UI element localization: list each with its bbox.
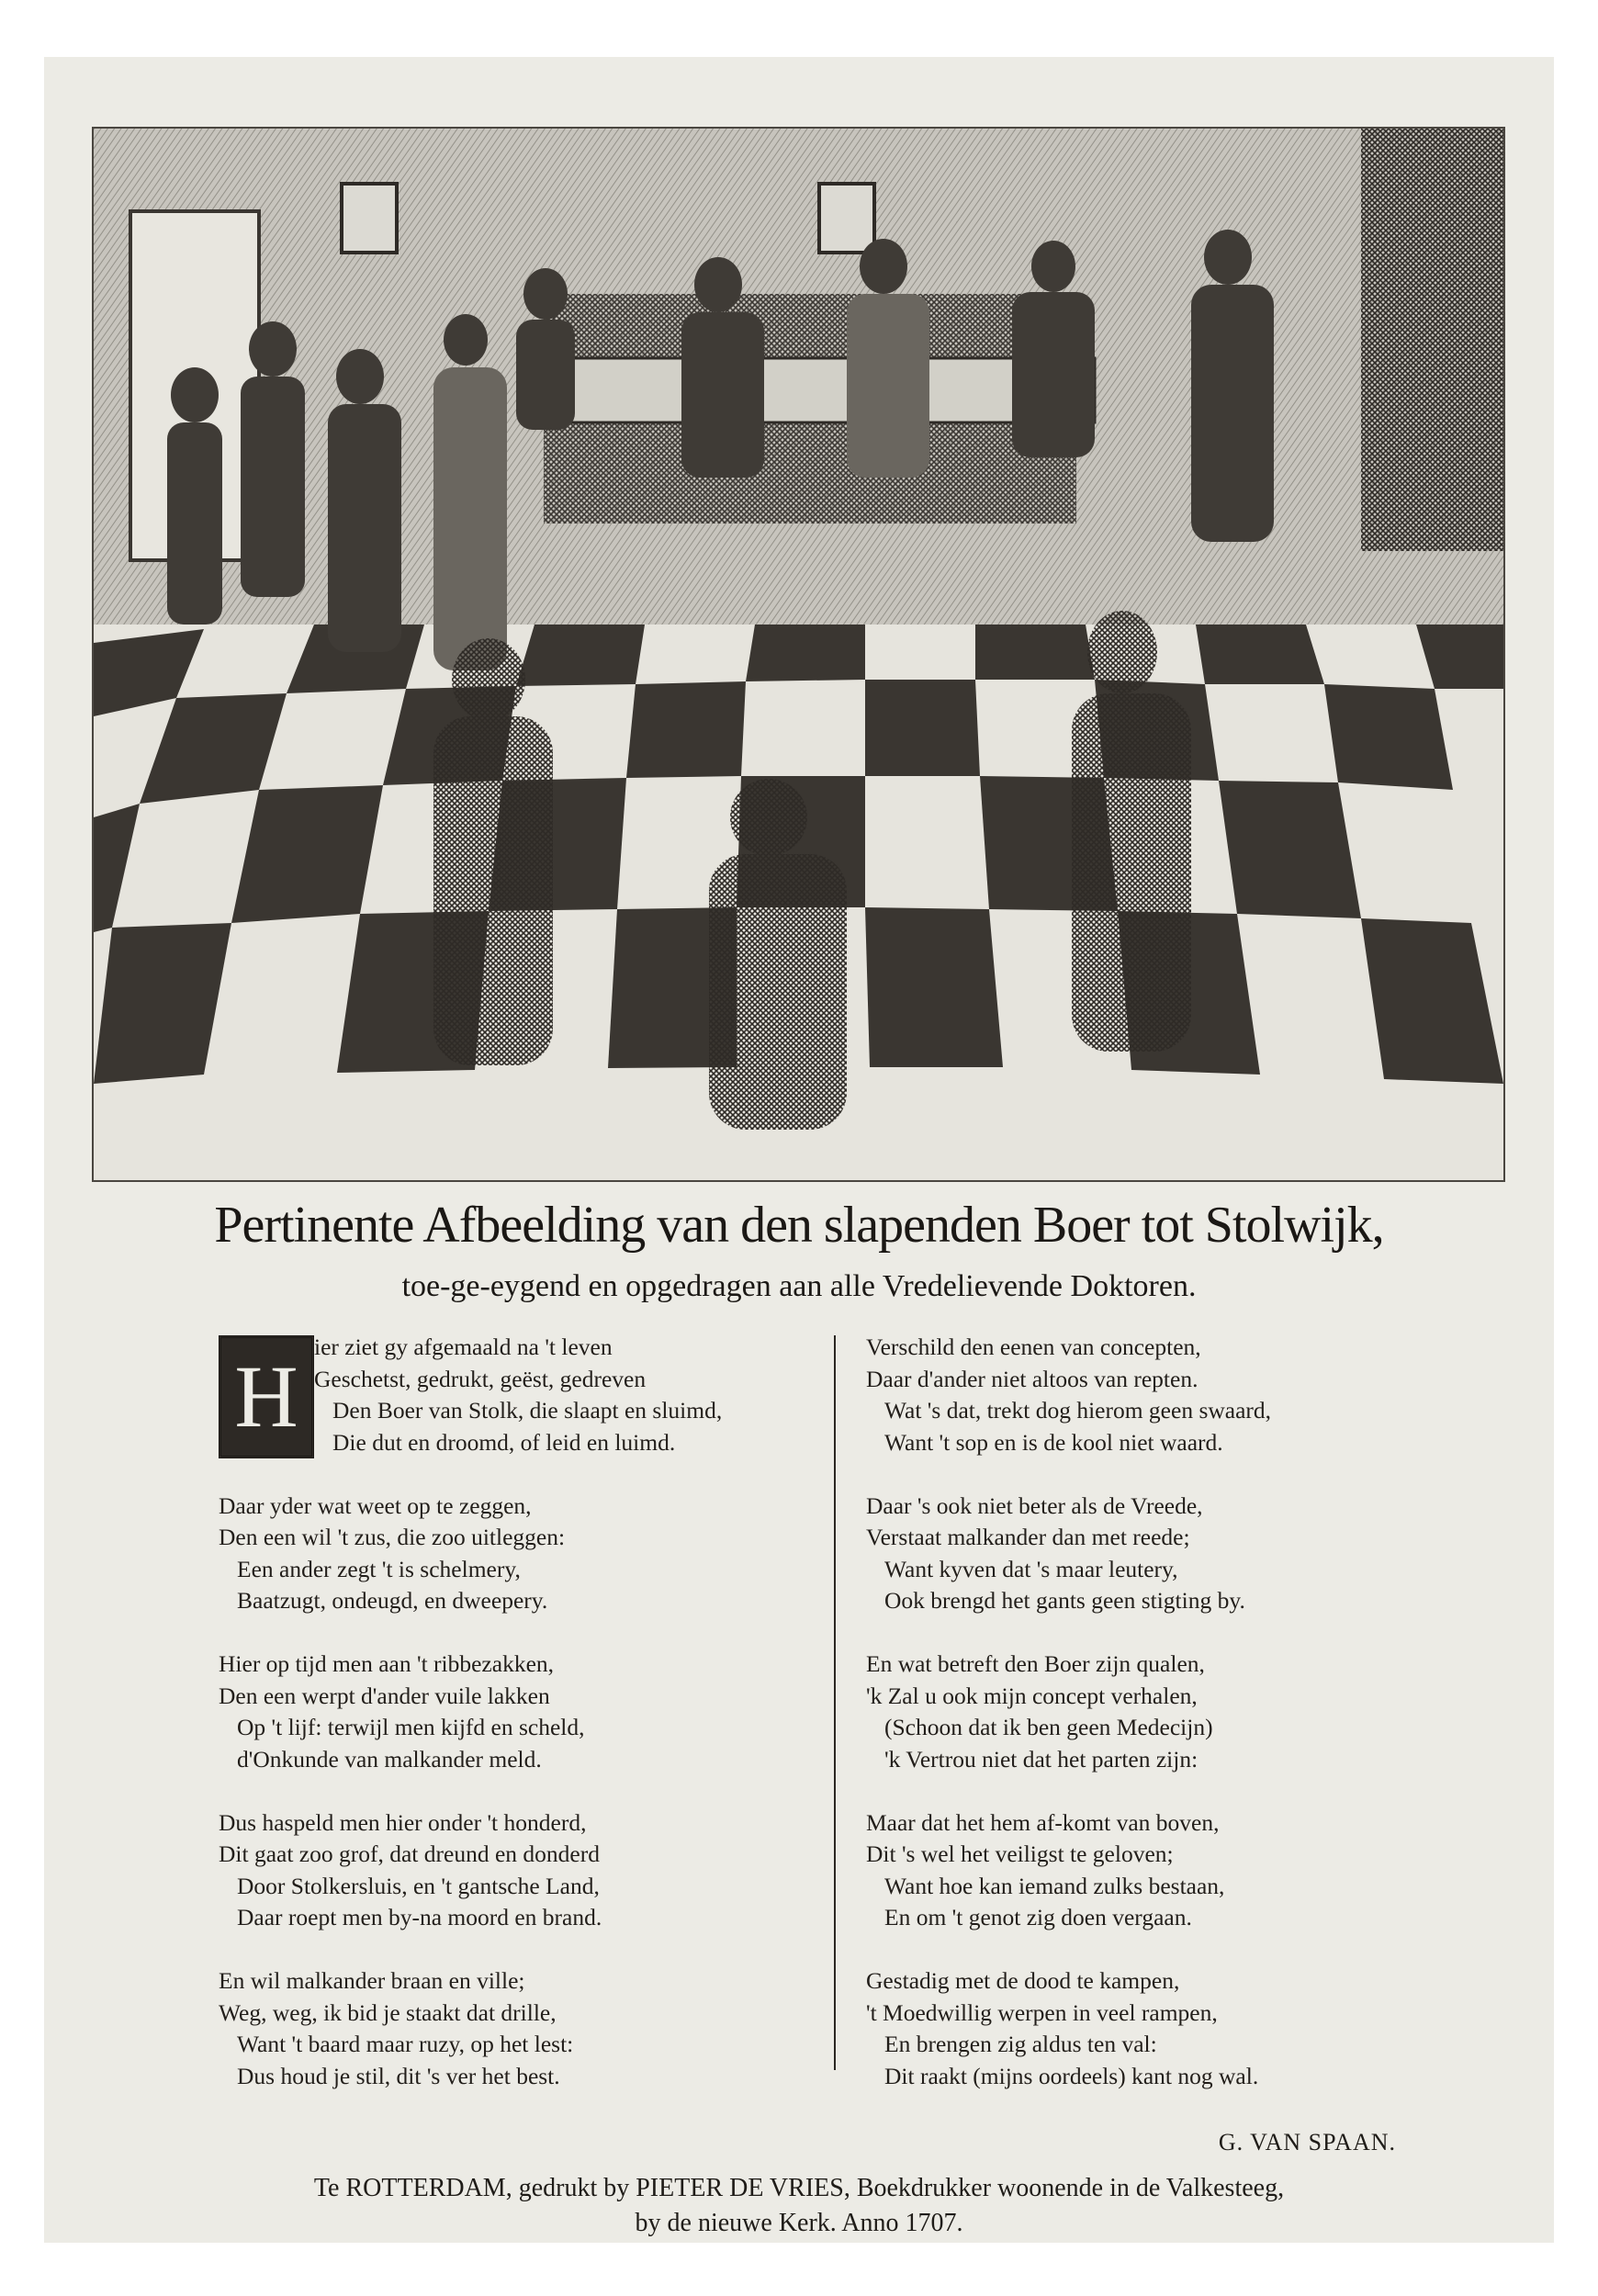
stanza [866, 1649, 1509, 1775]
verse-line: Daar roept men by-na moord en brand. [237, 1904, 602, 1930]
print-subtitle: toe-ge-eygend en opgedragen aan alle Vredelievende Doktoren. [401, 1269, 1197, 1303]
stanza [219, 1965, 861, 2092]
print-sheet [44, 57, 1554, 2243]
verse-line: Wat 's dat, trekt dog hierom geen swaard, [884, 1397, 1272, 1424]
column-divider [834, 1335, 836, 2070]
verse-line: Dit 's wel het veiligst te geloven; [866, 1840, 1174, 1867]
verse-line: Dus houd je stil, dit 's ver het best. [237, 2062, 560, 2089]
verse-line: Baatzugt, ondeugd, en dweepery. [237, 1587, 548, 1614]
imprint-line-1: Te ROTTERDAM, gedrukt by PIETER DE VRIES, Boekdrukker woonende in de Valkesteeg, [313, 2174, 1285, 2202]
decorated-initial-h: H [219, 1335, 314, 1458]
verse-line: Dus haspeld men hier onder 't honderd, [219, 1808, 587, 1836]
verse-line: En brengen zig aldus ten val: [884, 2031, 1157, 2057]
verse-line: En om 't genot zig doen vergaan. [884, 1904, 1192, 1930]
stanza [866, 1965, 1509, 2092]
stanza [219, 1807, 861, 1934]
imprint-line-2: by de nieuwe Kerk. Anno 1707. [635, 2209, 963, 2237]
verse-line: Weg, weg, ik bid je staakt dat drille, [219, 1998, 557, 2026]
verse-line: En wat betreft den Boer zijn qualen, [866, 1650, 1205, 1677]
engraving-illustration [92, 127, 1505, 1182]
engraving-bedchamber-scene-icon [94, 129, 1503, 1180]
stanza [219, 1491, 861, 1617]
imprint [44, 2171, 1554, 2241]
verse-line: Maar dat het hem af-komt van boven, [866, 1808, 1220, 1836]
verse-line: Daar yder wat weet op te zeggen, [219, 1491, 532, 1519]
verse-line: 't Moedwillig werpen in veel rampen, [866, 1998, 1218, 2026]
verse-line: Ook brengd het gants geen stigting by. [884, 1587, 1245, 1614]
verse-line: Den een wil 't zus, die zoo uitleggen: [219, 1524, 566, 1550]
stanza [866, 1807, 1509, 1934]
verse-line: Den Boer van Stolk, die slaapt en sluimd, [332, 1397, 723, 1424]
verse-line: Dit gaat zoo grof, dat dreund en donderd [219, 1840, 600, 1867]
verse-line: Verschild den eenen van concepten, [866, 1334, 1201, 1360]
stanza [866, 1491, 1509, 1617]
poem-right-column [866, 1332, 1509, 2124]
verse-line: (Schoon dat ik ben geen Medecijn) [884, 1714, 1213, 1740]
verse-line: Door Stolkersluis, en 't gantsche Land, [237, 1872, 600, 1899]
verse-line: Daar d'ander niet altoos van repten. [866, 1365, 1198, 1392]
poem-left-column [219, 1332, 861, 2124]
verse-line: En wil malkander braan en ville; [219, 1967, 525, 1994]
verse-line: Verstaat malkander dan met reede; [866, 1524, 1190, 1550]
verse-line: Want 't sop en is de kool niet waard. [884, 1428, 1223, 1456]
verse-line: Op 't lijf: terwijl men kijfd en scheld, [237, 1714, 585, 1740]
verse-line: ier ziet gy afgemaald na 't leven [314, 1334, 613, 1360]
verse-line: Die dut en droomd, of leid en luimd. [332, 1428, 676, 1456]
verse-line: Want 't baard maar ruzy, op het lest: [237, 2031, 574, 2057]
verse-line: Want kyven dat 's maar leutery, [884, 1555, 1178, 1582]
verse-line: 'k Zal u ook mijn concept verhalen, [866, 1682, 1198, 1709]
print-title: Pertinente Afbeelding van den slapenden Boer tot Stolwijk, [214, 1197, 1384, 1254]
verse-line: Dit raakt (mijns oordeels) kant nog wal. [884, 2062, 1259, 2089]
author-signature: G. VAN SPAAN. [1218, 2129, 1396, 2155]
verse-line: d'Onkunde van malkander meld. [237, 1745, 542, 1773]
bed [525, 294, 1095, 523]
verse-line: Geschetst, gedrukt, geëst, gedreven [314, 1365, 647, 1392]
stanza [219, 1649, 861, 1775]
verse-line: Hier op tijd men aan 't ribbezakken, [219, 1650, 555, 1677]
verse-line: Den een werpt d'ander vuile lakken [219, 1682, 550, 1709]
verse-line: Daar 's ook niet beter als de Vreede, [866, 1491, 1203, 1519]
verse-line: Een ander zegt 't is schelmery, [237, 1555, 521, 1582]
verse-line: Gestadig met de dood te kampen, [866, 1967, 1180, 1994]
verse-line: 'k Vertrou niet dat het parten zijn: [884, 1745, 1198, 1773]
stanza [219, 1332, 861, 1458]
stanza [866, 1332, 1509, 1458]
verse-line: Want hoe kan iemand zulks bestaan, [884, 1872, 1225, 1899]
